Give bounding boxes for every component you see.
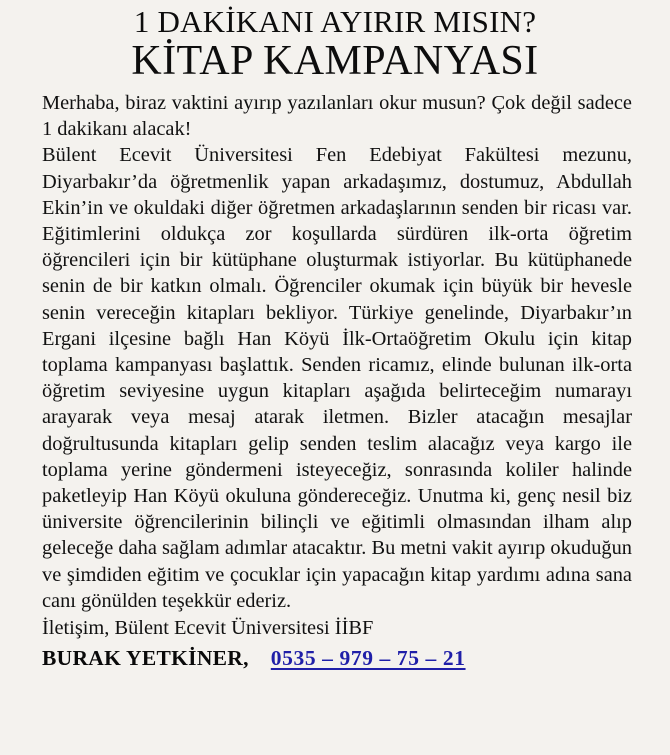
contact-phone-number[interactable]: 0535 – 979 – 75 – 21 <box>270 646 466 671</box>
heading-block <box>0 0 670 85</box>
paragraph-intro: Merhaba, biraz vaktini ayırıp yazılanları okur musun? Çok değil sadece 1 dakikanı alacak! <box>42 92 632 141</box>
page-title-primary: 1 DAKİKANI AYIRIR MISIN? <box>133 4 537 39</box>
contact-block <box>42 615 632 673</box>
contact-affiliation: İletişim, Bülent Ecevit Üniversitesi İİBF <box>42 617 374 640</box>
body-text-block <box>42 90 632 614</box>
contact-person-name: BURAK YETKİNER, <box>42 646 249 671</box>
page-title-secondary: KİTAP KAMPANYASI <box>131 38 539 84</box>
signature-line <box>42 643 632 673</box>
paragraph-main: Bülent Ecevit Üniversitesi Fen Edebiyat Fakültesi mezunu, Diyarbakır’da öğretmenlik yapan arkadaşımız, dostumuz, Abdullah Ekin’in ve okuldaki diğer öğretmen arkadaşlarının senden bir ricası var. Eğitimlerini oldukça zor koşullarda sürdüren ilk-orta öğretim öğrencileri için bir kütüphane oluşturmak istiyorlar. Bu kütüphanede senin de bir katkın olmalı. Öğrenciler okumak için büyük bir hevesle senin vereceğin kitapları bekliyor. Türkiye genelinde, Diyarbakır’ın Ergani ilçesine bağlı Han Köyü İlk-Ortaöğretim Okulu için kitap toplama kampanyası başlattık. Senden ricamız, elinde bulunan ilk-orta öğretim seviyesine uygun kitapları aşağıda belirteceğim numarayı arayarak veya mesaj atarak iletmen. Bizler atacağın mesajlar doğrultusunda kitapları gelip senden teslim alacağız veya kargo ile toplama yerine göndermeni isteyeceğiz, sonrasında koliler halinde paketleyip Han Köyü okuluna göndereceğiz. Unutma ki, genç nesil biz üniversite öğrencilerinin bilinçli ve eğitimli olmasından ilham alıp geleceğe daha sağlam adımlar atacaktır. Bu metni vakit ayırıp okuduğun ve şimdiden eğitim ve çocuklar için yapacağın kitap yardımı adına sana canı gönülden teşekkür ederiz. <box>42 144 632 612</box>
